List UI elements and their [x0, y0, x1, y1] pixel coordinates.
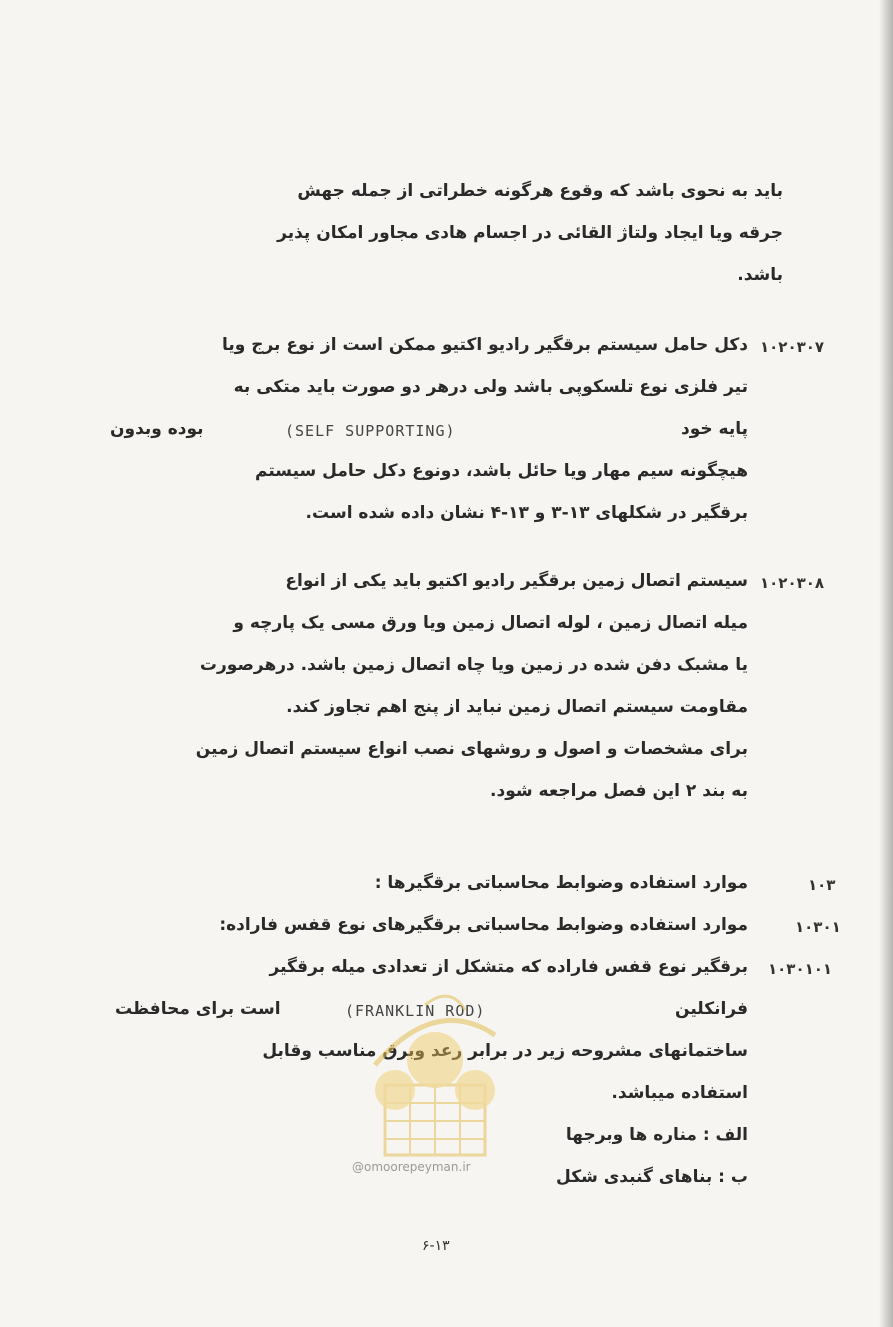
section-3-1-1-line-4: ساختمانهای مشروحه زیر در برابر رعد وبرق مناسب وقابل: [262, 1041, 748, 1061]
self-supporting-term: (SELF SUPPORTING): [285, 422, 456, 440]
section-3-title: موارد استفاده وضوابط محاسباتی برقگیرها :: [374, 873, 748, 893]
section-8-line-2: میله اتصال زمین ، لوله اتصال زمین ویا ورق مسی یک پارچه و: [233, 613, 748, 633]
section-number-1-2-3-8: ۱۰۲۰۳۰۸: [760, 574, 825, 592]
list-item-alef: الف : مناره ها وبرجها: [565, 1125, 748, 1145]
section-8-line-1: سیستم اتصال زمین برقگیر رادیو اکتیو باید یکی از انواع: [285, 571, 748, 591]
franklin-rod-term: (FRANKLIN ROD): [345, 1002, 486, 1020]
section-7-line-3: پایه خود: [680, 419, 748, 439]
section-8-line-4: مقاومت سیستم اتصال زمین نباید از پنج اهم تجاوز کند.: [286, 697, 748, 717]
section-3-1-title: موارد استفاده وضوابط محاسباتی برقگیرهای نوع قفس فاراده:: [219, 915, 748, 935]
paragraph-1-line-1: باید به نحوی باشد که وقوع هرگونه خطراتی از جمله جهش: [297, 181, 783, 201]
section-number-1-3: ۱۰۳: [808, 876, 836, 894]
section-3-1-1-line-5: استفاده میباشد.: [611, 1083, 748, 1103]
section-number-1-2-3-7: ۱۰۲۰۳۰۷: [760, 338, 825, 356]
watermark-text: @omoorepeyman.ir: [352, 1160, 471, 1174]
section-3-1-1-line-3: است برای محافظت: [115, 999, 281, 1019]
section-8-line-3: یا مشبک دفن شده در زمین ویا چاه اتصال زمین باشد. درهرصورت: [199, 655, 748, 675]
list-item-be: ب : بناهای گنبدی شکل: [556, 1167, 748, 1187]
watermark-logo-icon: [355, 975, 515, 1165]
paragraph-1-line-3: باشد.: [737, 265, 783, 285]
section-3-1-1-line-2: فرانکلین: [675, 999, 748, 1019]
section-7-line-1: دکل حامل سیستم برقگیر رادیو اکتیو ممکن است از نوع برج ویا: [221, 335, 748, 355]
section-7-line-2: تیر فلزی نوع تلسکوپی باشد ولی درهر دو صورت باید متکی به: [233, 377, 748, 397]
section-7-line-5: هیچگونه سیم مهار ویا حائل باشد، دونوع دکل حامل سیستم: [255, 461, 748, 481]
section-7-line-6: برقگیر در شکلهای ۱۳-۳ و ۱۳-۴ نشان داده شده است.: [305, 503, 748, 523]
paragraph-1-line-2: جرقه ویا ایجاد ولتاژ القائی در اجسام هادی مجاور امکان پذیر: [277, 223, 783, 243]
section-number-1-3-1-1: ۱۰۳۰۱۰۱: [768, 960, 833, 978]
section-number-1-3-1: ۱۰۳۰۱: [795, 918, 841, 936]
section-8-line-5: برای مشخصات و اصول و روشهای نصب انواع سیستم اتصال زمین: [195, 739, 748, 759]
section-7-line-4: بوده وبدون: [110, 419, 204, 439]
page-number: ۶-۱۳: [422, 1238, 450, 1254]
section-8-line-6: به بند ۲ این فصل مراجعه شود.: [490, 781, 748, 801]
scan-edge-shadow: [879, 0, 893, 1327]
section-3-1-1-line-1: برقگیر نوع قفس فاراده که متشکل از تعدادی میله برقگیر: [269, 957, 748, 977]
